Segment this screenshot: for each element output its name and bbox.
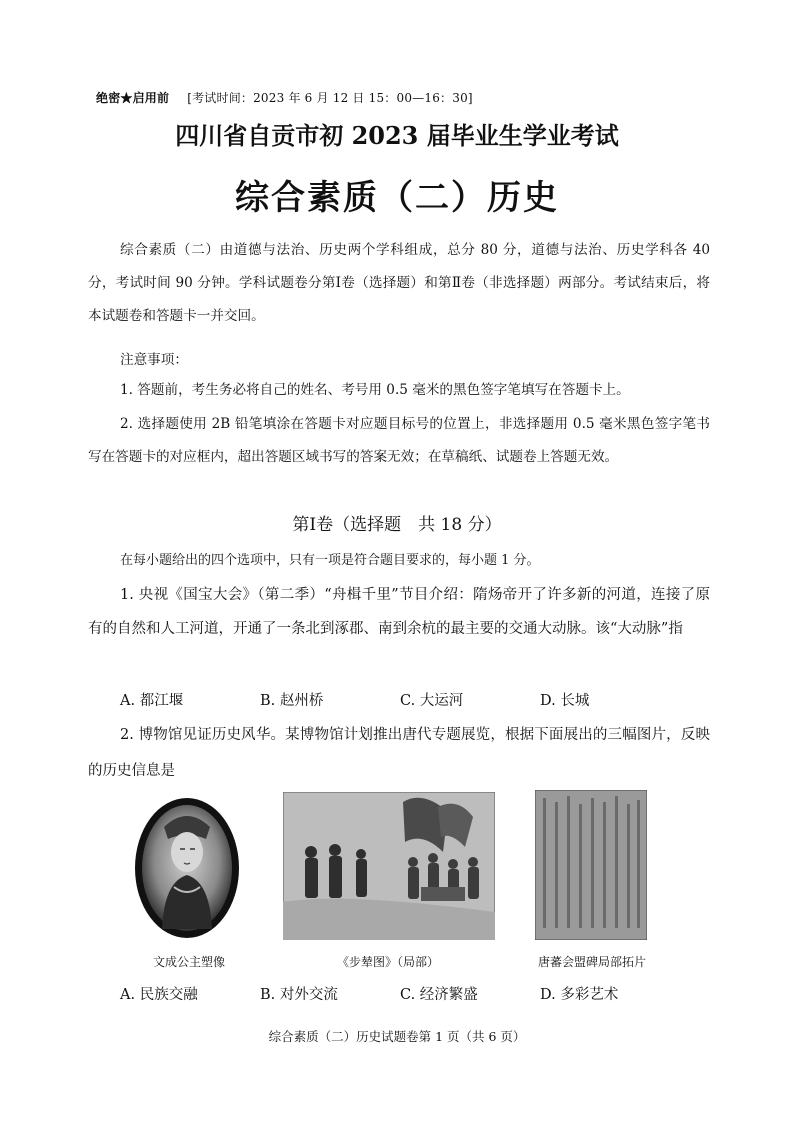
question-2-options (120, 983, 680, 1004)
section-title: 第Ⅰ卷（选择题 共 18 分） (292, 515, 502, 535)
q2-option-d: D. 多彩艺术 (540, 987, 619, 1003)
q2-option-a: A. 民族交融 (120, 987, 198, 1003)
princess-wencheng-statue-image (134, 797, 240, 939)
caption-painting: 《步辇图》（局部） (336, 955, 439, 969)
tang-tibet-alliance-stele-rubbing-image (535, 790, 647, 940)
caption-statue: 文成公主塑像 (152, 955, 225, 969)
q2-option-c: C. 经济繁盛 (400, 987, 478, 1003)
exam-title: 四川省自贡市初 2023 届毕业生学业考试 (175, 121, 619, 150)
caption-rubbing: 唐蕃会盟碑局部拓片 (537, 955, 646, 969)
q1-option-a: A. 都江堰 (120, 693, 184, 709)
exam-header (96, 89, 473, 106)
intro-paragraph: 综合素质（二）由道德与法治、历史两个学科组成，总分 80 分，道德与法治、历史学科各 40 分，考试时间 90 分钟。学科试题卷分第Ⅰ卷（选择题）和第Ⅱ卷（非选择题）两部分。考试结束后，将本试题卷和答题卡一并交回。 (88, 242, 710, 324)
exam-time: [考试时间：2023 年 6 月 12 日 15：00—16：30] (187, 91, 473, 105)
notice-item-1: 1. 答题前，考生务必将自己的姓名、考号用 0.5 毫米的黑色签字笔填写在答题卡上。 (120, 382, 630, 398)
exam-subtitle: 综合素质（二）历史 (235, 178, 559, 218)
question-2-stem: 2. 博物馆见证历史风华。某博物馆计划推出唐代专题展览，根据下面展出的三幅图片，反映的历史信息是 (88, 727, 710, 779)
q1-option-b: B. 赵州桥 (260, 693, 324, 709)
q1-option-d: D. 长城 (540, 693, 590, 709)
q2-option-b: B. 对外交流 (260, 987, 338, 1003)
bunian-tu-painting-image (283, 792, 495, 940)
secret-label: 绝密★启用前 (96, 91, 170, 105)
question-1-stem: 1. 央视《国宝大会》（第二季）“舟楫千里”节目介绍：隋炀帝开了许多新的河道，连接了原有的自然和人工河道，开通了一条北到涿郡、南到余杭的最主要的交通大动脉。该“大动脉”指 (88, 587, 710, 637)
question-1-options (120, 689, 680, 710)
q1-option-c: C. 大运河 (400, 693, 464, 709)
notice-title: 注意事项： (120, 352, 188, 368)
section-instruction: 在每小题给出的四个选项中，只有一项是符合题目要求的，每小题 1 分。 (120, 553, 540, 568)
notice-item-2: 2. 选择题使用 2B 铅笔填涂在答题卡对应题目标号的位置上，非选择题用 0.5 毫米黑色签字笔书写在答题卡的对应框内，超出答题区域书写的答案无效；在草稿纸、试题卷上答题无效。 (88, 416, 710, 465)
page-footer: 综合素质（二）历史试题卷第 1 页（共 6 页） (268, 1029, 526, 1044)
